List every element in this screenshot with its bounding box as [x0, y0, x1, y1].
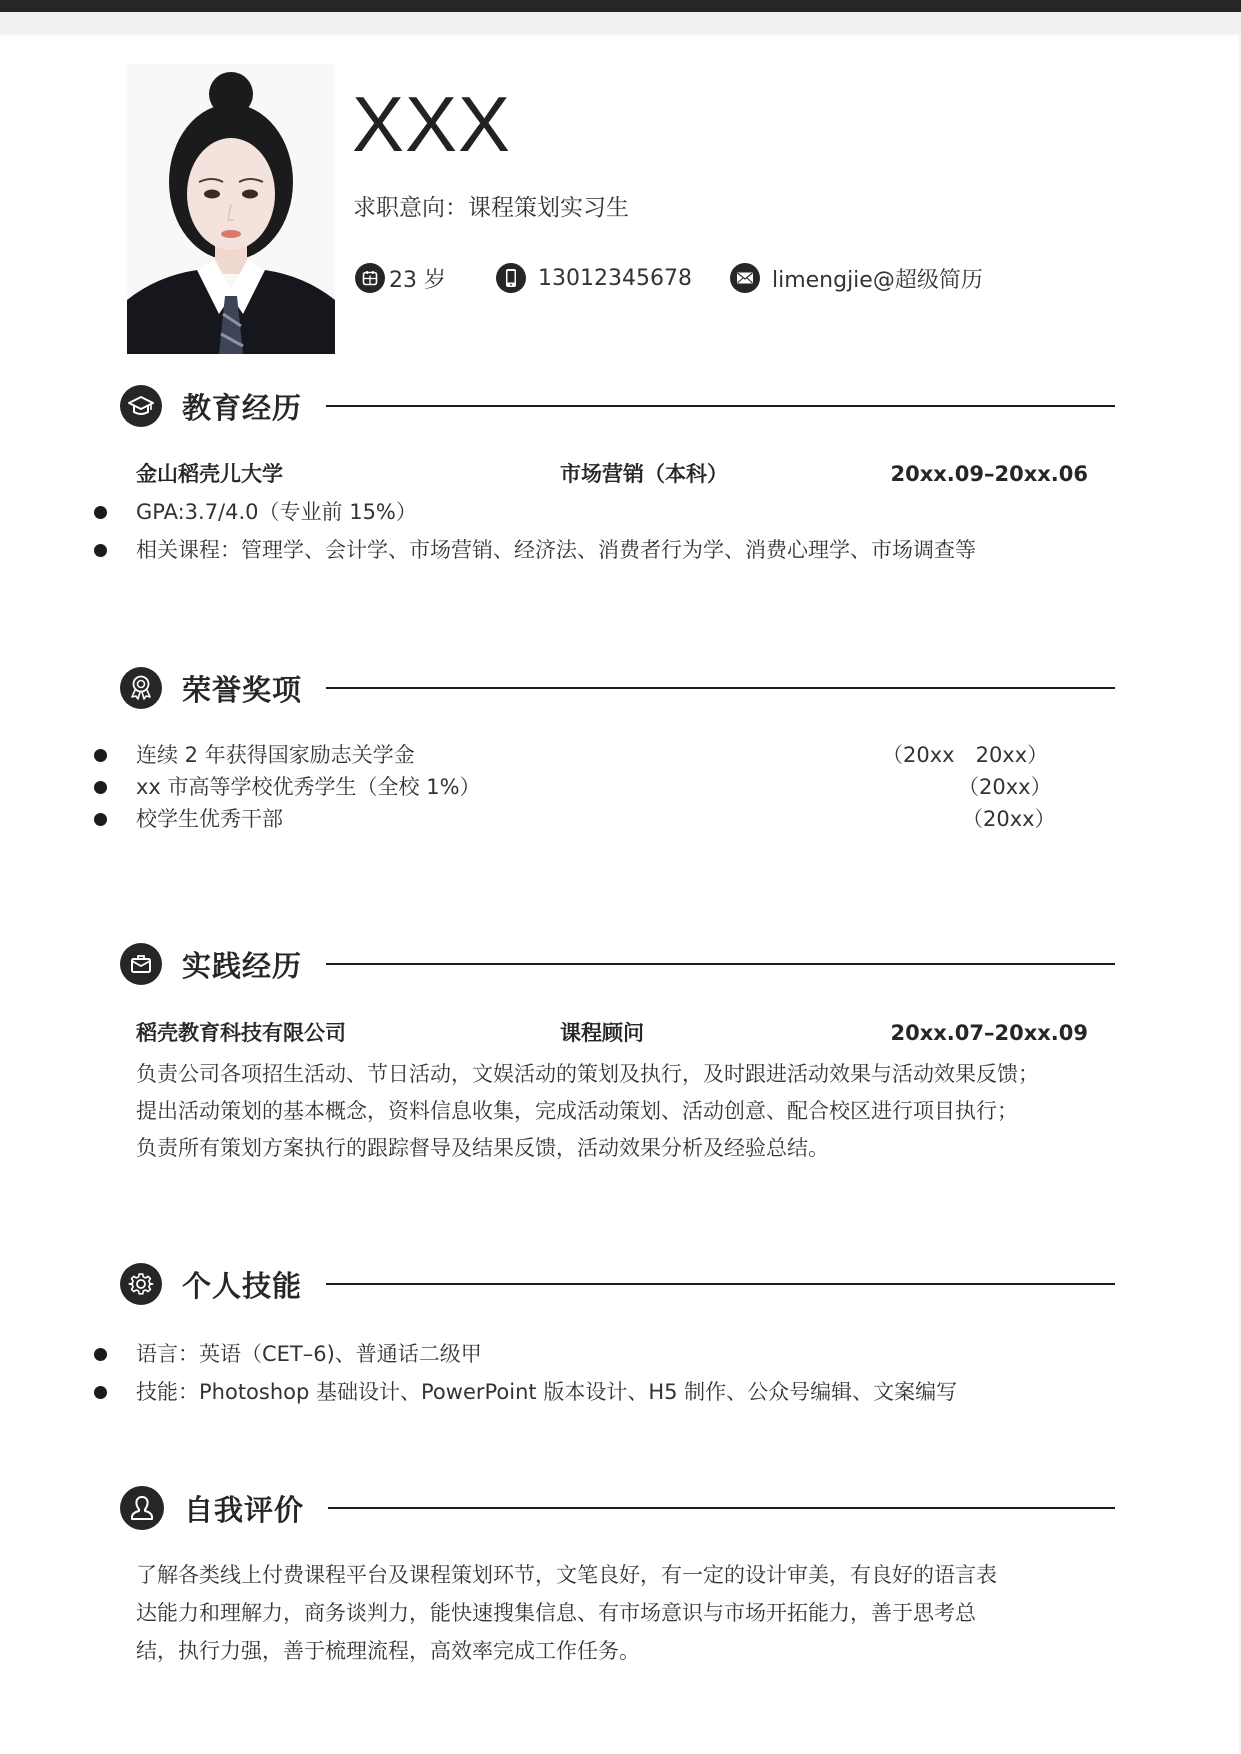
honor-year: （20xx）	[958, 775, 1052, 799]
honor-name: xx 市高等学校优秀学生（全校 1%）	[136, 775, 481, 799]
contact-info	[355, 262, 983, 294]
list-item	[92, 804, 1056, 836]
description-line: 负责所有策划方案执行的跟踪督导及结果反馈，活动效果分析及经验总结。	[136, 1136, 829, 1160]
honor-year: （20xx 20xx）	[882, 743, 1049, 767]
briefcase-icon	[120, 943, 162, 985]
section-divider	[326, 687, 1115, 689]
evaluation-line: 结，执行力强，善于梳理流程，高效率完成工作任务。	[136, 1639, 640, 1663]
toolbar-strip	[0, 12, 1241, 33]
calendar-icon	[355, 263, 385, 293]
email-text: limengjie@超级简历	[771, 267, 983, 293]
school-name: 金山稻壳儿大学	[136, 462, 283, 486]
job-role: 课程顾问	[560, 1021, 644, 1045]
job-intent-label: 求职意向：	[353, 195, 468, 221]
section-divider	[326, 405, 1115, 407]
job-intent	[353, 192, 629, 224]
description-line: 提出活动策划的基本概念，资料信息收集，完成活动策划、活动创意、配合校区进行项目执行；	[136, 1099, 1018, 1123]
section-title-practice: 实践经历	[182, 948, 303, 983]
bullet-icon	[94, 781, 107, 794]
section-title-self-evaluation: 自我评价	[184, 1492, 305, 1527]
skills-list	[92, 1339, 957, 1415]
section-divider	[328, 1507, 1115, 1509]
education-period: 20xx.09–20xx.06	[890, 462, 1088, 486]
section-header-skills	[120, 1262, 1115, 1306]
practice-description	[136, 1056, 1039, 1167]
list-item: 语言：英语（CET–6)、普通话二级甲	[92, 1339, 957, 1377]
contact-phone	[496, 263, 692, 293]
section-header-education	[120, 384, 1115, 428]
major: 市场营销（本科）	[560, 462, 728, 486]
section-divider	[326, 1283, 1115, 1285]
list-item: 技能：Photoshop 基础设计、PowerPoint 版本设计、H5 制作、公众号编辑、文案编写	[92, 1377, 957, 1415]
phone-text: 13012345678	[538, 265, 692, 291]
graduation-cap-icon	[120, 385, 162, 427]
description-line: 负责公司各项招生活动、节日活动，文娱活动的策划及执行，及时跟进活动效果与活动效果反馈；	[136, 1062, 1039, 1086]
bullet-icon	[94, 1386, 107, 1399]
self-evaluation-text	[136, 1556, 997, 1670]
list-item	[92, 772, 1052, 804]
practice-period: 20xx.07–20xx.09	[890, 1021, 1088, 1045]
top-bar	[0, 0, 1241, 12]
bullet-icon	[94, 506, 107, 519]
section-divider	[326, 963, 1115, 965]
bullet-icon	[94, 544, 107, 557]
award-ribbon-icon	[120, 667, 162, 709]
mobile-phone-icon	[496, 263, 526, 293]
list-item: GPA:3.7/4.0（专业前 15%）	[92, 497, 976, 535]
section-header-self-evaluation	[120, 1486, 1115, 1530]
honors-list	[92, 740, 1056, 836]
section-header-honors	[120, 666, 1115, 710]
honor-name: 连续 2 年获得国家励志关学金	[136, 743, 415, 767]
list-item: 相关课程：管理学、会计学、市场营销、经济法、消费者行为学、消费心理学、市场调查等	[92, 535, 976, 573]
bullet-icon	[94, 813, 107, 826]
honor-year: （20xx）	[962, 807, 1056, 831]
job-intent-value: 课程策划实习生	[468, 195, 629, 221]
company-name: 稻壳教育科技有限公司	[136, 1021, 346, 1045]
evaluation-line: 了解各类线上付费课程平台及课程策划环节，文笔良好，有一定的设计审美，有良好的语言表	[136, 1563, 997, 1587]
section-header-practice	[120, 942, 1115, 986]
list-item	[92, 740, 1049, 772]
portrait-illustration	[127, 64, 335, 354]
profile-photo	[127, 64, 335, 354]
contact-email	[730, 263, 983, 294]
candidate-name: XXX	[352, 80, 512, 168]
gear-icon	[120, 1263, 162, 1305]
section-title-honors: 荣誉奖项	[182, 672, 303, 707]
education-entry-header	[136, 459, 1088, 489]
contact-age	[355, 263, 446, 294]
education-details	[92, 497, 976, 573]
bullet-icon	[94, 749, 107, 762]
honor-name: 校学生优秀干部	[136, 807, 283, 831]
section-title-education: 教育经历	[182, 390, 303, 425]
evaluation-line: 达能力和理解力，商务谈判力，能快速搜集信息、有市场意识与市场开拓能力，善于思考总	[136, 1601, 976, 1625]
user-icon	[120, 1486, 164, 1530]
envelope-icon	[730, 263, 760, 293]
section-title-skills: 个人技能	[182, 1268, 303, 1303]
practice-entry-header	[136, 1018, 1088, 1048]
age-text: 23 岁	[389, 267, 446, 293]
bullet-icon	[94, 1348, 107, 1361]
